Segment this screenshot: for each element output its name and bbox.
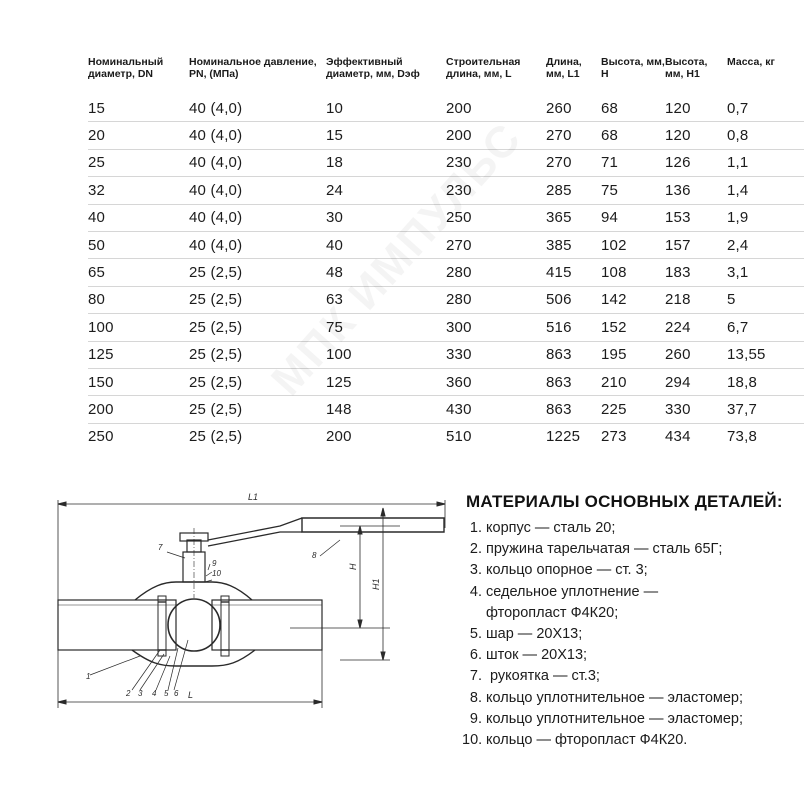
callout-labels [86, 543, 317, 698]
table-cell: 18,8 [727, 368, 804, 395]
table-cell: 25 [88, 149, 189, 176]
table-cell: 0,7 [727, 95, 804, 122]
table-cell: 430 [446, 396, 546, 423]
material-text: кольцо уплотнительное — эластомер; [486, 710, 744, 727]
callout-7: 7 [158, 543, 163, 552]
material-text: кольцо — фторопласт Ф4К20. [486, 732, 688, 749]
header-h: Высота, мм, H [601, 56, 665, 80]
table-cell: 80 [88, 286, 189, 313]
table-cell: 157 [665, 231, 727, 258]
material-text: шток — 20Х13; [486, 647, 588, 664]
callout-2: 2 [126, 689, 131, 698]
table-cell: 10 [326, 95, 446, 122]
dimension-l [58, 600, 322, 708]
table-cell: 75 [326, 314, 446, 341]
dim-label-l1: L1 [248, 492, 259, 502]
table-cell: 260 [665, 341, 727, 368]
table-cell: 200 [326, 428, 352, 446]
table-cell: 125 [326, 368, 446, 395]
table-cell: 224 [665, 314, 727, 341]
valve-handle [208, 518, 444, 546]
table-row [88, 341, 804, 368]
table-row [88, 231, 804, 258]
table-cell: 13,55 [727, 341, 804, 368]
table-cell: 5 [727, 286, 804, 313]
table-cell: 25 (2,5) [189, 368, 326, 395]
table-cell: 40 [88, 204, 189, 231]
dim-label-h: H [348, 563, 358, 570]
table-cell: 63 [326, 286, 446, 313]
material-item [462, 582, 808, 624]
table-row [88, 259, 804, 286]
table-cell: 280 [446, 286, 546, 313]
table-cell: 1225 [546, 428, 581, 446]
table-cell: 510 [446, 428, 472, 446]
material-item [462, 539, 808, 560]
material-number: 4. [469, 583, 482, 600]
table-cell: 71 [601, 149, 665, 176]
header-def: Эффективный диаметр, мм, Dэф [326, 56, 420, 80]
table-cell: 200 [446, 95, 546, 122]
materials-section [462, 492, 808, 751]
table-cell: 15 [88, 95, 189, 122]
table-cell: 183 [665, 259, 727, 286]
table-cell: 1,9 [727, 204, 804, 231]
table-cell: 32 [88, 177, 189, 204]
table-cell: 40 (4,0) [189, 95, 326, 122]
table-cell: 100 [88, 314, 189, 341]
material-number: 1. [469, 520, 482, 536]
table-cell: 210 [601, 368, 665, 395]
table-row [88, 204, 804, 231]
materials-list [462, 518, 808, 751]
table-cell: 506 [546, 286, 601, 313]
table-cell: 330 [665, 396, 727, 423]
table-header-row [88, 56, 804, 95]
material-text-continued: фторопласт Ф4К20; [486, 604, 619, 621]
header-l: Строительная длина, мм, L [446, 56, 521, 80]
header-h1: Высота, мм, H1 [665, 56, 708, 80]
material-number: 6. [469, 647, 482, 664]
table-cell: 75 [601, 177, 665, 204]
table-cell: 385 [546, 231, 601, 258]
table-cell: 434 [665, 428, 691, 446]
table-cell: 150 [88, 368, 189, 395]
table-cell: 25 (2,5) [189, 428, 243, 446]
table-cell: 330 [446, 341, 546, 368]
table-cell: 37,7 [727, 396, 804, 423]
table-cell: 218 [665, 286, 727, 313]
material-item [462, 624, 808, 645]
material-item [462, 645, 808, 666]
materials-title: МАТЕРИАЛЫ ОСНОВНЫХ ДЕТАЛЕЙ: [466, 492, 783, 511]
material-text: пружина тарельчатая — сталь 65Г; [486, 541, 723, 558]
table-cell: 225 [601, 396, 665, 423]
table-cell: 2,4 [727, 231, 804, 258]
table-cell: 6,7 [727, 314, 804, 341]
table-cell: 142 [601, 286, 665, 313]
material-number: 9. [469, 710, 482, 727]
callout-3: 3 [138, 689, 143, 698]
dimension-h [290, 508, 400, 660]
table-cell: 102 [601, 231, 665, 258]
table-cell: 294 [665, 368, 727, 395]
table-cell: 153 [665, 204, 727, 231]
table-cell: 126 [665, 149, 727, 176]
table-cell: 200 [88, 396, 189, 423]
table-cell: 270 [546, 122, 601, 149]
table-cell: 108 [601, 259, 665, 286]
valve-body [132, 582, 255, 666]
table-cell: 30 [326, 204, 446, 231]
table-row [88, 423, 804, 450]
table-cell: 280 [446, 259, 546, 286]
table-cell: 863 [546, 396, 601, 423]
table-cell: 0,8 [727, 122, 804, 149]
table-cell: 25 (2,5) [189, 341, 326, 368]
table-cell: 273 [601, 428, 627, 446]
header-l1: Длина, мм, L1 [546, 56, 582, 80]
table-cell: 25 (2,5) [189, 396, 326, 423]
callout-6: 6 [174, 689, 179, 698]
table-cell: 195 [601, 341, 665, 368]
dim-label-h1: H1 [371, 578, 381, 590]
table-cell: 24 [326, 177, 446, 204]
table-cell: 863 [546, 341, 601, 368]
material-item [462, 666, 808, 687]
table-cell: 40 [326, 231, 446, 258]
table-cell: 25 (2,5) [189, 314, 326, 341]
table-cell: 94 [601, 204, 665, 231]
valve-drawing [40, 478, 460, 708]
table-cell: 48 [326, 259, 446, 286]
table-row [88, 177, 804, 204]
header-dn: Номинальный диаметр, DN [88, 56, 164, 80]
table-cell: 360 [446, 368, 546, 395]
header-mass: Масса, кг [727, 56, 775, 68]
spec-table [88, 56, 804, 450]
table-row [88, 396, 804, 423]
material-number: 10. [462, 732, 483, 749]
material-text: кольцо уплотнительное — эластомер; [486, 689, 744, 706]
table-cell: 100 [326, 341, 446, 368]
table-cell: 270 [546, 149, 601, 176]
table-cell: 415 [546, 259, 601, 286]
dimension-l1 [58, 492, 445, 600]
table-cell: 1,1 [727, 149, 804, 176]
table-cell: 120 [665, 122, 727, 149]
material-item [462, 688, 808, 709]
table-row [88, 149, 804, 176]
table-cell: 152 [601, 314, 665, 341]
table-cell: 200 [446, 122, 546, 149]
table-row [88, 368, 804, 395]
table-row [88, 286, 804, 313]
table-cell: 68 [601, 95, 665, 122]
table-cell: 20 [88, 122, 189, 149]
table-cell: 68 [601, 122, 665, 149]
material-item [462, 560, 808, 581]
table-cell: 15 [326, 122, 446, 149]
table-cell: 125 [88, 341, 189, 368]
table-cell: 365 [546, 204, 601, 231]
table-cell: 40 (4,0) [189, 231, 326, 258]
material-item [462, 709, 808, 730]
valve-stem [180, 528, 208, 598]
material-text: корпус — сталь 20; [486, 520, 616, 536]
table-cell: 1,4 [727, 177, 804, 204]
table-row [88, 314, 804, 341]
table-cell: 120 [665, 95, 727, 122]
table-cell: 250 [88, 428, 114, 446]
table-cell: 285 [546, 177, 601, 204]
table-cell: 40 (4,0) [189, 204, 326, 231]
table-cell: 250 [446, 204, 546, 231]
table-cell: 50 [88, 231, 189, 258]
table-cell: 65 [88, 259, 189, 286]
table-cell: 300 [446, 314, 546, 341]
table-cell: 18 [326, 149, 446, 176]
table-cell: 270 [446, 231, 546, 258]
material-text: шар — 20Х13; [486, 626, 583, 643]
table-cell: 73,8 [727, 428, 757, 446]
material-item [462, 518, 808, 539]
material-number: 8. [469, 689, 482, 706]
material-item [462, 730, 808, 751]
table-cell: 136 [665, 177, 727, 204]
table-cell: 25 (2,5) [189, 286, 326, 313]
material-text: кольцо опорное — ст. 3; [486, 562, 648, 579]
callout-4: 4 [152, 689, 157, 698]
material-text: рукоятка — ст.3; [486, 668, 600, 685]
callout-10: 10 [212, 569, 221, 578]
material-text: седельное уплотнение — [486, 583, 659, 600]
material-number: 5. [469, 626, 482, 643]
table-cell: 863 [546, 368, 601, 395]
table-body [88, 95, 804, 450]
table-cell: 40 (4,0) [189, 122, 326, 149]
table-cell: 40 (4,0) [189, 149, 326, 176]
material-number: 7. [469, 668, 482, 685]
table-cell: 516 [546, 314, 601, 341]
material-number: 2. [469, 541, 482, 558]
table-row [88, 122, 804, 149]
callout-8: 8 [312, 551, 317, 560]
table-cell: 40 (4,0) [189, 177, 326, 204]
table-cell: 230 [446, 149, 546, 176]
callout-5: 5 [164, 689, 169, 698]
header-pn: Номинальное давление, PN, (МПа) [189, 56, 317, 80]
table-cell: 148 [326, 396, 446, 423]
table-row [88, 95, 804, 122]
table-cell: 230 [446, 177, 546, 204]
table-cell: 260 [546, 95, 601, 122]
table-cell: 25 (2,5) [189, 259, 326, 286]
material-number: 3. [469, 562, 482, 579]
callout-1: 1 [86, 672, 91, 681]
table-cell: 3,1 [727, 259, 804, 286]
pipe [58, 600, 322, 650]
callout-9: 9 [212, 559, 217, 568]
dim-label-l: L [188, 690, 194, 700]
